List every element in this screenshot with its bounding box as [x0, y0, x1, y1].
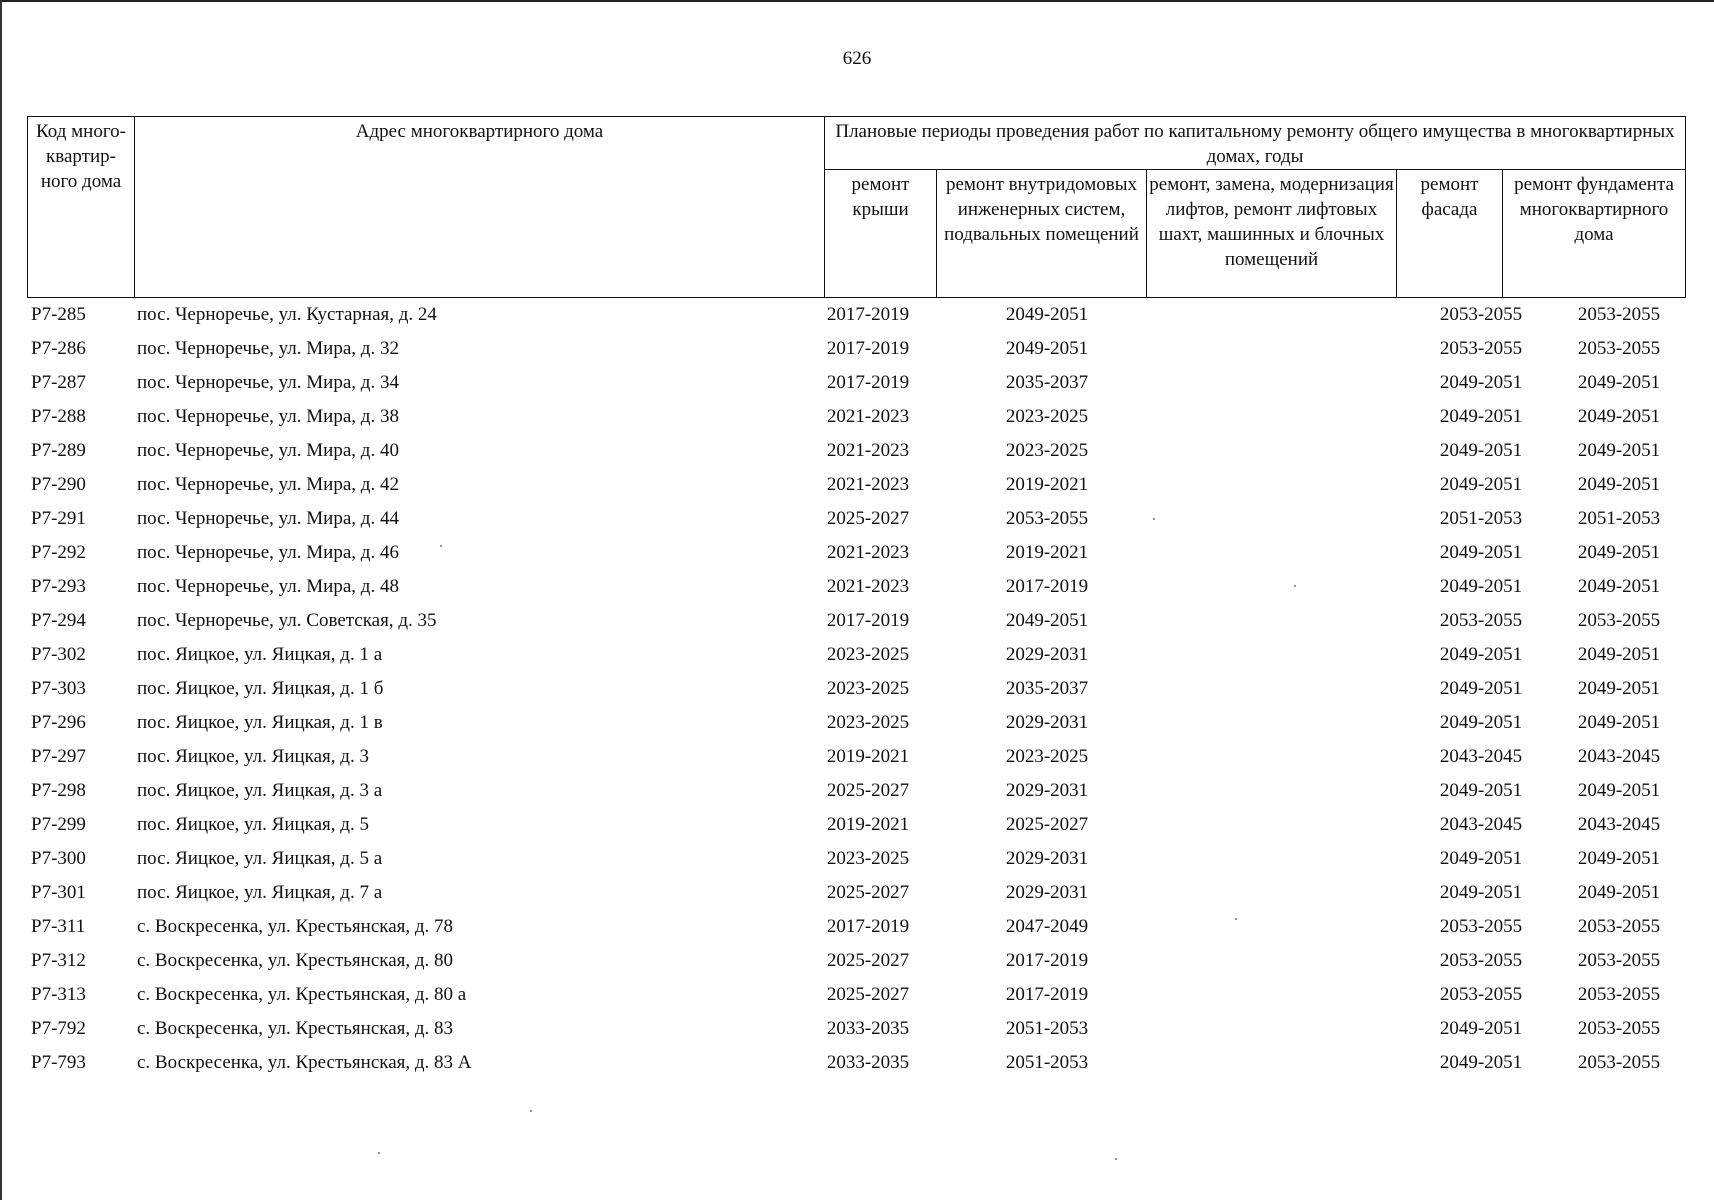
table-row — [27, 946, 1685, 980]
table-row — [27, 674, 1685, 708]
table-row — [27, 708, 1685, 742]
cell-code: Р7-292 — [31, 542, 86, 563]
table-row — [27, 470, 1685, 504]
cell-systems: 2029-2031 — [1005, 712, 1089, 733]
cell-systems: 2035-2037 — [1005, 372, 1089, 393]
cell-facade: 2049-2051 — [1439, 1052, 1523, 1073]
cell-address: пос. Черноречье, ул. Мира, д. 44 — [137, 508, 399, 529]
cell-address: с. Воскресенка, ул. Крестьянская, д. 78 — [137, 916, 454, 937]
table-body — [27, 300, 1685, 1082]
scan-speck — [1153, 518, 1155, 520]
cell-address: пос. Черноречье, ул. Советская, д. 35 — [137, 610, 437, 631]
page-top-border — [0, 0, 1714, 2]
cell-facade: 2049-2051 — [1439, 576, 1523, 597]
page-left-border — [0, 0, 2, 1200]
cell-foundation: 2043-2045 — [1577, 746, 1661, 767]
cell-roof: 2021-2023 — [826, 440, 910, 461]
table-row — [27, 538, 1685, 572]
cell-address: пос. Яицкое, ул. Яицкая, д. 1 а — [137, 644, 383, 665]
scan-speck — [1294, 585, 1296, 587]
cell-systems: 2017-2019 — [1005, 950, 1089, 971]
cell-address: пос. Яицкое, ул. Яицкая, д. 1 б — [137, 678, 384, 699]
cell-systems: 2049-2051 — [1005, 610, 1089, 631]
cell-systems: 2023-2025 — [1005, 406, 1089, 427]
cell-systems: 2049-2051 — [1005, 304, 1089, 325]
cell-facade: 2049-2051 — [1439, 542, 1523, 563]
cell-facade: 2049-2051 — [1439, 644, 1523, 665]
cell-systems: 2047-2049 — [1005, 916, 1089, 937]
table-row — [27, 504, 1685, 538]
cell-roof: 2023-2025 — [826, 712, 910, 733]
cell-roof: 2017-2019 — [826, 610, 910, 631]
cell-facade: 2043-2045 — [1439, 746, 1523, 767]
cell-roof: 2021-2023 — [826, 542, 910, 563]
table-row — [27, 980, 1685, 1014]
scan-speck — [1115, 1158, 1117, 1160]
cell-systems: 2019-2021 — [1005, 474, 1089, 495]
cell-foundation: 2049-2051 — [1577, 882, 1661, 903]
header-foundation: ремонт фундамента многоквартирного дома — [1503, 170, 1686, 298]
table-row — [27, 402, 1685, 436]
cell-roof: 2017-2019 — [826, 304, 910, 325]
cell-facade: 2049-2051 — [1439, 474, 1523, 495]
table-row — [27, 606, 1685, 640]
cell-facade: 2049-2051 — [1439, 1018, 1523, 1039]
table-header — [27, 116, 1686, 298]
cell-address: пос. Яицкое, ул. Яицкая, д. 1 в — [137, 712, 383, 733]
cell-roof: 2021-2023 — [826, 576, 910, 597]
cell-address: с. Воскресенка, ул. Крестьянская, д. 80 — [137, 950, 454, 971]
header-roof: ремонт крыши — [825, 170, 937, 298]
cell-foundation: 2053-2055 — [1577, 610, 1661, 631]
cell-code: Р7-286 — [31, 338, 86, 359]
cell-code: Р7-288 — [31, 406, 86, 427]
cell-code: Р7-312 — [31, 950, 86, 971]
cell-code: Р7-300 — [31, 848, 86, 869]
cell-address: пос. Яицкое, ул. Яицкая, д. 7 а — [137, 882, 383, 903]
cell-facade: 2053-2055 — [1439, 610, 1523, 631]
cell-facade: 2053-2055 — [1439, 304, 1523, 325]
table-row — [27, 878, 1685, 912]
cell-roof: 2033-2035 — [826, 1052, 910, 1073]
cell-systems: 2023-2025 — [1005, 746, 1089, 767]
table-row — [27, 436, 1685, 470]
cell-facade: 2043-2045 — [1439, 814, 1523, 835]
cell-code: Р7-293 — [31, 576, 86, 597]
cell-roof: 2025-2027 — [826, 780, 910, 801]
cell-roof: 2021-2023 — [826, 406, 910, 427]
table-row — [27, 844, 1685, 878]
cell-code: Р7-285 — [31, 304, 86, 325]
cell-systems: 2035-2037 — [1005, 678, 1089, 699]
cell-facade: 2049-2051 — [1439, 406, 1523, 427]
cell-roof: 2017-2019 — [826, 338, 910, 359]
cell-roof: 2019-2021 — [826, 814, 910, 835]
cell-code: Р7-297 — [31, 746, 86, 767]
cell-facade: 2053-2055 — [1439, 984, 1523, 1005]
header-address: Адрес многоквартирного дома — [135, 117, 825, 298]
cell-foundation: 2053-2055 — [1577, 338, 1661, 359]
cell-code: Р7-296 — [31, 712, 86, 733]
scan-speck — [440, 545, 442, 547]
cell-facade: 2053-2055 — [1439, 950, 1523, 971]
cell-roof: 2017-2019 — [826, 372, 910, 393]
cell-address: пос. Черноречье, ул. Мира, д. 40 — [137, 440, 399, 461]
cell-roof: 2021-2023 — [826, 474, 910, 495]
cell-foundation: 2049-2051 — [1577, 644, 1661, 665]
cell-address: пос. Черноречье, ул. Мира, д. 32 — [137, 338, 399, 359]
cell-systems: 2051-2053 — [1005, 1052, 1089, 1073]
header-facade: ремонт фасада — [1397, 170, 1503, 298]
cell-address: с. Воскресенка, ул. Крестьянская, д. 83 — [137, 1018, 454, 1039]
cell-address: с. Воскресенка, ул. Крестьянская, д. 80 а — [137, 984, 467, 1005]
cell-foundation: 2053-2055 — [1577, 950, 1661, 971]
cell-systems: 2029-2031 — [1005, 644, 1089, 665]
cell-code: Р7-313 — [31, 984, 86, 1005]
cell-roof: 2025-2027 — [826, 508, 910, 529]
cell-address: пос. Яицкое, ул. Яицкая, д. 3 а — [137, 780, 383, 801]
cell-code: Р7-290 — [31, 474, 86, 495]
cell-code: Р7-302 — [31, 644, 86, 665]
cell-foundation: 2049-2051 — [1577, 406, 1661, 427]
cell-foundation: 2049-2051 — [1577, 848, 1661, 869]
table-row — [27, 776, 1685, 810]
table-row — [27, 1048, 1685, 1082]
cell-foundation: 2049-2051 — [1577, 712, 1661, 733]
cell-roof: 2023-2025 — [826, 678, 910, 699]
scan-speck — [530, 1110, 532, 1112]
header-planned-periods: Плановые периоды проведения работ по капитальному ремонту общего имущества в многоквартирных домах, годы — [825, 117, 1686, 170]
cell-address: пос. Черноречье, ул. Мира, д. 34 — [137, 372, 399, 393]
cell-systems: 2053-2055 — [1005, 508, 1089, 529]
cell-facade: 2053-2055 — [1439, 338, 1523, 359]
cell-systems: 2029-2031 — [1005, 882, 1089, 903]
page-number: 626 — [842, 48, 872, 69]
cell-address: пос. Черноречье, ул. Кустарная, д. 24 — [137, 304, 437, 325]
cell-roof: 2025-2027 — [826, 984, 910, 1005]
cell-systems: 2017-2019 — [1005, 576, 1089, 597]
cell-systems: 2019-2021 — [1005, 542, 1089, 563]
cell-foundation: 2049-2051 — [1577, 576, 1661, 597]
table-row — [27, 742, 1685, 776]
cell-facade: 2049-2051 — [1439, 848, 1523, 869]
table-row — [27, 1014, 1685, 1048]
cell-code: Р7-287 — [31, 372, 86, 393]
cell-code: Р7-299 — [31, 814, 86, 835]
cell-address: пос. Яицкое, ул. Яицкая, д. 5 — [137, 814, 369, 835]
cell-facade: 2049-2051 — [1439, 882, 1523, 903]
cell-code: Р7-291 — [31, 508, 86, 529]
header-lifts: ремонт, замена, модернизация лифтов, ремонт лифтовых шахт, машинных и блочных помещений — [1147, 170, 1397, 298]
cell-foundation: 2051-2053 — [1577, 508, 1661, 529]
table-row — [27, 368, 1685, 402]
cell-facade: 2053-2055 — [1439, 916, 1523, 937]
cell-systems: 2051-2053 — [1005, 1018, 1089, 1039]
cell-roof: 2023-2025 — [826, 848, 910, 869]
cell-foundation: 2049-2051 — [1577, 474, 1661, 495]
cell-address: пос. Яицкое, ул. Яицкая, д. 5 а — [137, 848, 383, 869]
cell-code: Р7-792 — [31, 1018, 86, 1039]
cell-facade: 2049-2051 — [1439, 440, 1523, 461]
cell-roof: 2025-2027 — [826, 950, 910, 971]
cell-code: Р7-793 — [31, 1052, 86, 1073]
cell-roof: 2033-2035 — [826, 1018, 910, 1039]
cell-foundation: 2043-2045 — [1577, 814, 1661, 835]
cell-roof: 2025-2027 — [826, 882, 910, 903]
cell-code: Р7-294 — [31, 610, 86, 631]
cell-facade: 2049-2051 — [1439, 780, 1523, 801]
cell-foundation: 2049-2051 — [1577, 440, 1661, 461]
cell-address: пос. Яицкое, ул. Яицкая, д. 3 — [137, 746, 369, 767]
cell-systems: 2049-2051 — [1005, 338, 1089, 359]
cell-roof: 2017-2019 — [826, 916, 910, 937]
table-row — [27, 334, 1685, 368]
cell-systems: 2025-2027 — [1005, 814, 1089, 835]
cell-code: Р7-301 — [31, 882, 86, 903]
table-row — [27, 300, 1685, 334]
cell-address: с. Воскресенка, ул. Крестьянская, д. 83 А — [137, 1052, 472, 1073]
cell-foundation: 2053-2055 — [1577, 1052, 1661, 1073]
cell-systems: 2029-2031 — [1005, 848, 1089, 869]
table-row — [27, 572, 1685, 606]
cell-address: пос. Черноречье, ул. Мира, д. 42 — [137, 474, 399, 495]
cell-foundation: 2049-2051 — [1577, 678, 1661, 699]
cell-foundation: 2049-2051 — [1577, 542, 1661, 563]
table-row — [27, 640, 1685, 674]
cell-facade: 2051-2053 — [1439, 508, 1523, 529]
cell-code: Р7-298 — [31, 780, 86, 801]
cell-code: Р7-311 — [31, 916, 86, 937]
cell-systems: 2029-2031 — [1005, 780, 1089, 801]
cell-foundation: 2053-2055 — [1577, 916, 1661, 937]
table-row — [27, 810, 1685, 844]
cell-code: Р7-289 — [31, 440, 86, 461]
cell-roof: 2019-2021 — [826, 746, 910, 767]
cell-code: Р7-303 — [31, 678, 86, 699]
cell-foundation: 2049-2051 — [1577, 372, 1661, 393]
cell-facade: 2049-2051 — [1439, 678, 1523, 699]
cell-foundation: 2053-2055 — [1577, 304, 1661, 325]
cell-foundation: 2053-2055 — [1577, 984, 1661, 1005]
header-systems: ремонт внутридомовых инженерных систем, подвальных помещений — [937, 170, 1147, 298]
cell-address: пос. Черноречье, ул. Мира, д. 46 — [137, 542, 399, 563]
cell-facade: 2049-2051 — [1439, 712, 1523, 733]
cell-systems: 2017-2019 — [1005, 984, 1089, 1005]
header-code: Код много-квартир-ного дома — [28, 117, 135, 298]
cell-facade: 2049-2051 — [1439, 372, 1523, 393]
scan-speck — [378, 1152, 380, 1154]
scan-speck — [1235, 918, 1237, 920]
cell-foundation: 2049-2051 — [1577, 780, 1661, 801]
cell-address: пос. Черноречье, ул. Мира, д. 38 — [137, 406, 399, 427]
cell-address: пос. Черноречье, ул. Мира, д. 48 — [137, 576, 399, 597]
cell-roof: 2023-2025 — [826, 644, 910, 665]
cell-foundation: 2053-2055 — [1577, 1018, 1661, 1039]
table-row — [27, 912, 1685, 946]
cell-systems: 2023-2025 — [1005, 440, 1089, 461]
